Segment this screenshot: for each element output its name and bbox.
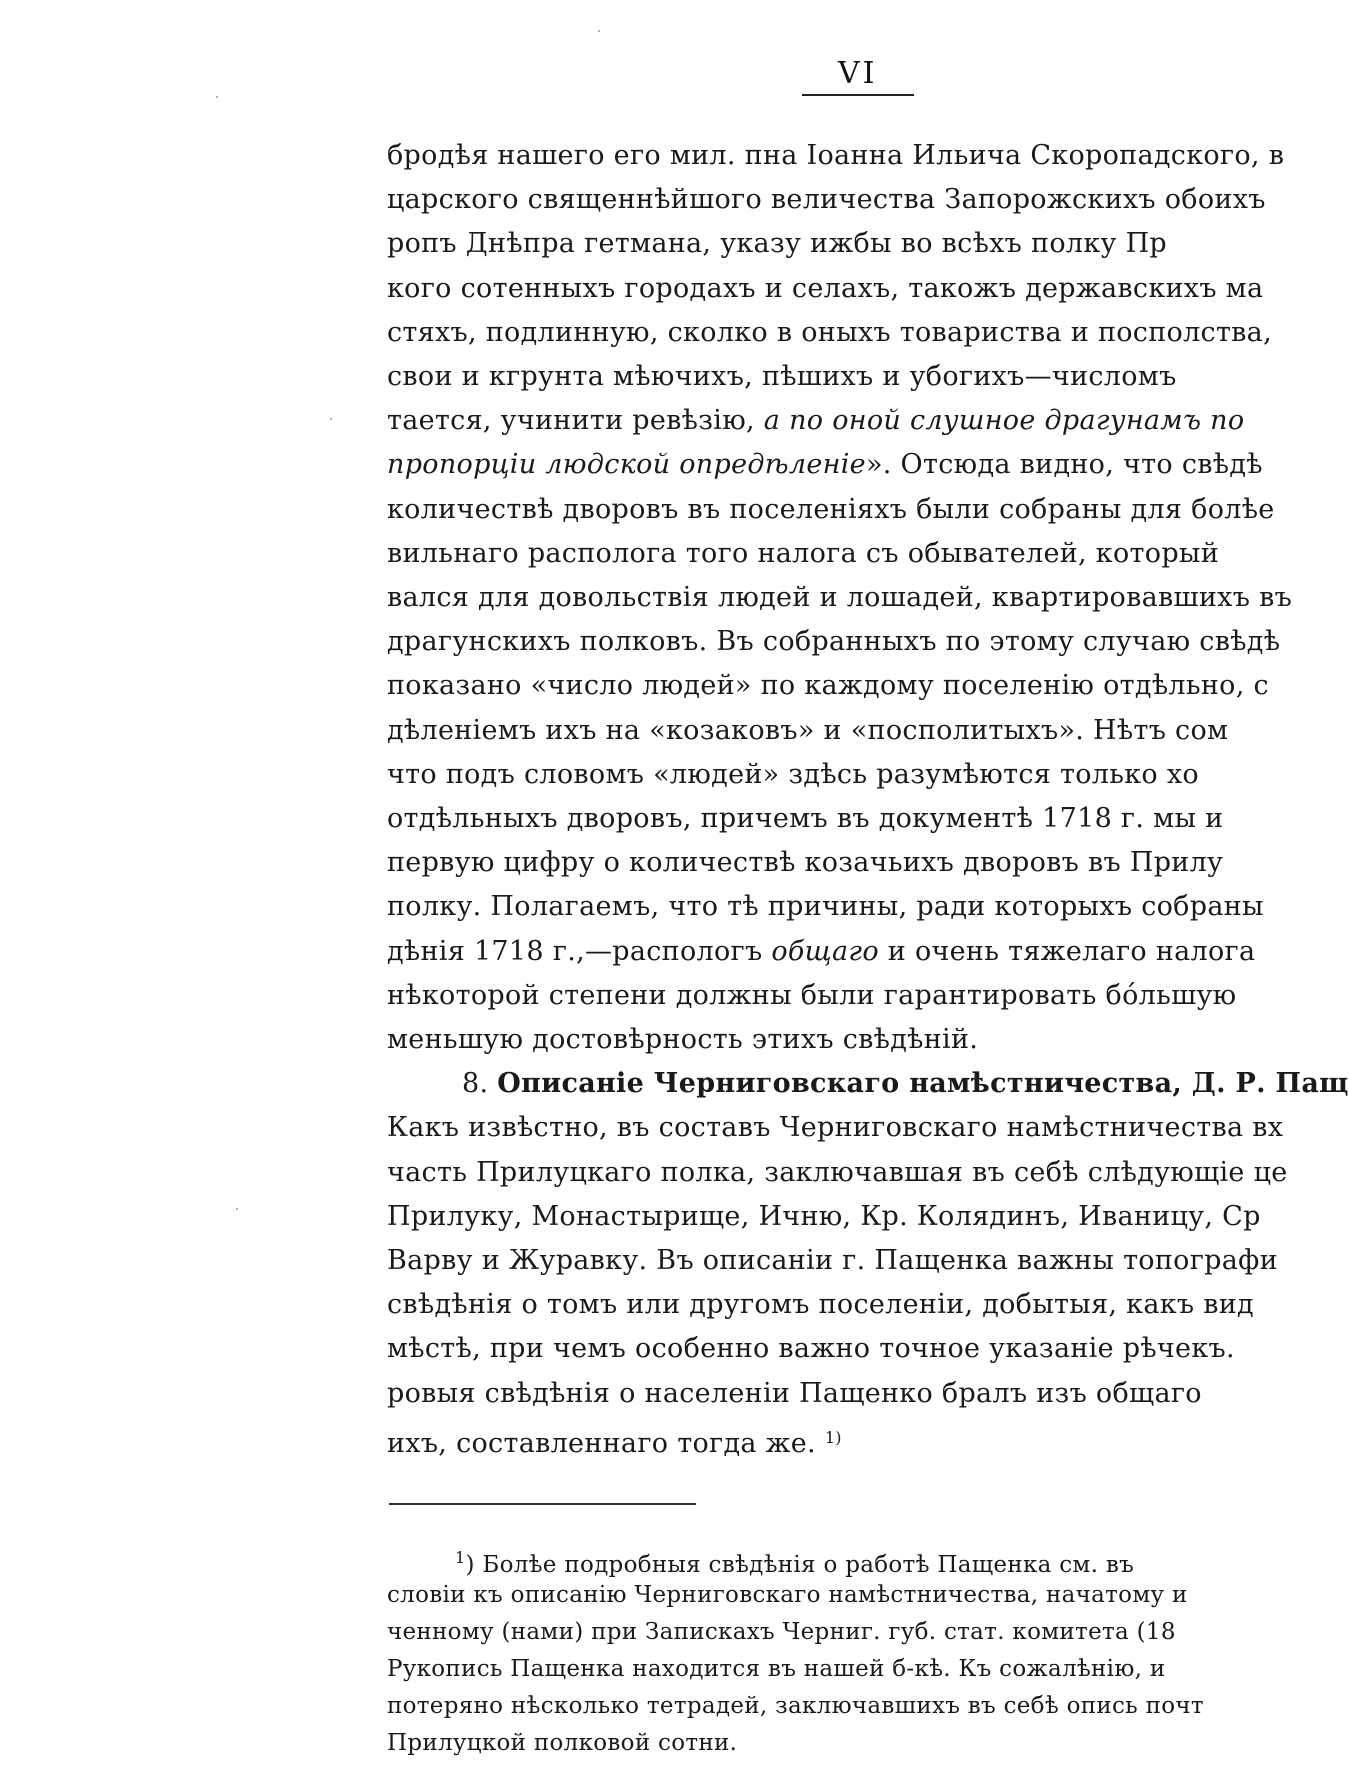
scan-speck bbox=[236, 1208, 238, 1210]
footnote-line bbox=[387, 1729, 737, 1757]
text-line bbox=[387, 1201, 1259, 1233]
text-line bbox=[462, 1068, 1349, 1100]
footnote-text: словіи къ описанію Черниговскаго намѣстничества, начатому и bbox=[387, 1582, 1188, 1608]
footnote-text: Прилуцкой полковой сотни. bbox=[387, 1730, 738, 1756]
text-span: Какъ извѣстно, въ составъ Черниговскаго намѣстничества вх bbox=[387, 1112, 1284, 1143]
text-span: что подъ словомъ «людей» здѣсь разумѣются только хо bbox=[387, 759, 1199, 790]
text-line bbox=[387, 1024, 978, 1056]
text-span: меньшую достовѣрность этихъ свѣдѣній. bbox=[387, 1024, 979, 1055]
text-span: ровыя свѣдѣнія о населеніи Пащенко бралъ изъ общаго bbox=[387, 1378, 1202, 1409]
text-line bbox=[387, 1245, 1278, 1277]
text-span: часть Прилуцкаго полка, заключавшая въ себѣ слѣдующіе це bbox=[387, 1157, 1288, 1188]
text-line bbox=[387, 891, 1264, 923]
text-line bbox=[387, 1422, 842, 1460]
text-span: ропъ Днѣпра гетмана, указу ижбы во всѣхъ полку Пр bbox=[387, 228, 1168, 259]
text-line bbox=[387, 494, 1275, 526]
text-line bbox=[387, 1157, 1288, 1189]
text-span: свои и кгрунта мѣючихъ, пѣшихъ и убогихъ—числомъ bbox=[387, 361, 1177, 392]
footnote-text: Рукопись Пащенка находится въ нашей б-кѣ. Къ сожалѣнію, и bbox=[387, 1656, 1166, 1682]
text-span: стяхъ, подлинную, сколко в оныхъ товариства и посполства, bbox=[387, 317, 1272, 348]
text-span: и очень тяжелаго налога bbox=[878, 936, 1256, 967]
bold-heading-span: Описаніе Черниговскаго намѣстничества, Д. Р. Пащ bbox=[497, 1068, 1349, 1099]
scan-speck bbox=[330, 418, 332, 420]
footnote-line bbox=[387, 1692, 1204, 1720]
italic-span: а по оной слушное драгунамъ по bbox=[763, 405, 1245, 436]
text-span: драгунскихъ полковъ. Въ собранныхъ по этому случаю свѣдѣ bbox=[387, 626, 1281, 657]
footnote-line bbox=[387, 1655, 1166, 1683]
text-span: дѣленіемъ ихъ на «козаковъ» и «посполитыхъ». Нѣтъ сом bbox=[387, 715, 1229, 746]
text-span: вильнаго распологa того налога съ обывателей, который bbox=[387, 538, 1219, 569]
text-line bbox=[387, 626, 1281, 658]
text-span: кого сотенныхъ городахъ и селахъ, такожъ державскихъ ма bbox=[387, 273, 1264, 304]
text-line bbox=[387, 980, 1236, 1012]
footnote-line bbox=[387, 1581, 1188, 1609]
text-span: вался для довольствія людей и лошадей, квартировавшихъ въ bbox=[387, 582, 1293, 613]
scan-speck bbox=[598, 30, 600, 32]
text-line bbox=[387, 1378, 1202, 1410]
text-line bbox=[387, 715, 1228, 747]
text-line bbox=[387, 228, 1167, 260]
text-line bbox=[387, 538, 1219, 570]
text-span: показано «число людей» по каждому поселенію отдѣльно, с bbox=[387, 670, 1269, 701]
text-line bbox=[387, 361, 1177, 393]
text-span: Прилуку, Монастырище, Ичню, Кр. Колядинъ, Иваницу, Ср bbox=[387, 1201, 1261, 1232]
footnote-line bbox=[387, 1618, 1176, 1646]
footnote-line bbox=[455, 1544, 1134, 1579]
text-line bbox=[387, 449, 1263, 481]
footnote-separator bbox=[389, 1503, 696, 1505]
text-line bbox=[387, 184, 1266, 216]
text-span: мѣстѣ, при чемъ особенно важно точное указаніе рѣчекъ. bbox=[387, 1333, 1235, 1364]
text-span: 8. bbox=[462, 1068, 498, 1099]
text-line bbox=[387, 803, 1223, 835]
text-line bbox=[387, 140, 1285, 172]
page-number: VI bbox=[838, 56, 878, 91]
text-line bbox=[387, 1112, 1284, 1144]
text-span: отдѣльныхъ дворовъ, причемъ въ документѣ 1718 г. мы и bbox=[387, 803, 1224, 834]
text-line bbox=[387, 273, 1264, 305]
text-line bbox=[387, 582, 1293, 614]
text-line bbox=[387, 317, 1272, 349]
footnote-text: ченному (нами) при Запискахъ Черниг. губ. стат. комитета (18 bbox=[387, 1619, 1176, 1645]
footnote-marker: 1 bbox=[455, 1548, 466, 1567]
text-span: тается, учинити ревѣзію, bbox=[387, 405, 764, 436]
text-line bbox=[387, 405, 1244, 437]
text-span: первую цифру о количествѣ козачьихъ дворовъ въ Прилу bbox=[387, 847, 1224, 878]
text-line bbox=[387, 847, 1223, 879]
text-span: свѣдѣнія о томъ или другомъ поселеніи, добытыя, какъ вид bbox=[387, 1289, 1254, 1320]
text-line bbox=[387, 759, 1199, 791]
text-span: бродѣя нашего его мил. пна Іоанна Ильича Скоропадского, в bbox=[387, 140, 1285, 171]
text-span: дѣнія 1718 г.,—распологъ bbox=[387, 936, 772, 967]
italic-span: пропорціи людской опредѣленіе bbox=[387, 449, 866, 480]
text-span: полку. Полагаемъ, что тѣ причины, ради которыхъ собраны bbox=[387, 891, 1264, 922]
italic-span: общаго bbox=[771, 936, 879, 967]
text-span: Варву и Журавку. Въ описаніи г. Пащенка важны топографи bbox=[387, 1245, 1278, 1276]
text-line bbox=[387, 1333, 1235, 1365]
text-span: ». Отсюда видно, что свѣдѣ bbox=[865, 449, 1263, 480]
text-span: нѣкоторой степени должны были гарантировать бо́льшую bbox=[387, 980, 1237, 1011]
text-span: царского священнѣйшого величества Запорожскихъ обоихъ bbox=[387, 184, 1266, 215]
text-span: ихъ, составленнаго тогда же. bbox=[387, 1428, 825, 1459]
page-number-rule bbox=[802, 94, 914, 96]
footnote-text: потеряно нѣсколько тетрадей, заключавшихъ въ себѣ опись почт bbox=[387, 1693, 1204, 1719]
text-line bbox=[387, 936, 1255, 968]
footnote-text: ) Болѣе подробныя свѣдѣнія о работѣ Пащенка см. въ bbox=[465, 1552, 1135, 1578]
footnote-ref: 1) bbox=[824, 1428, 842, 1447]
text-line bbox=[387, 670, 1269, 702]
text-span: количествѣ дворовъ въ поселеніяхъ были собраны для болѣе bbox=[387, 494, 1275, 525]
scan-speck bbox=[216, 96, 218, 98]
text-line bbox=[387, 1289, 1254, 1321]
